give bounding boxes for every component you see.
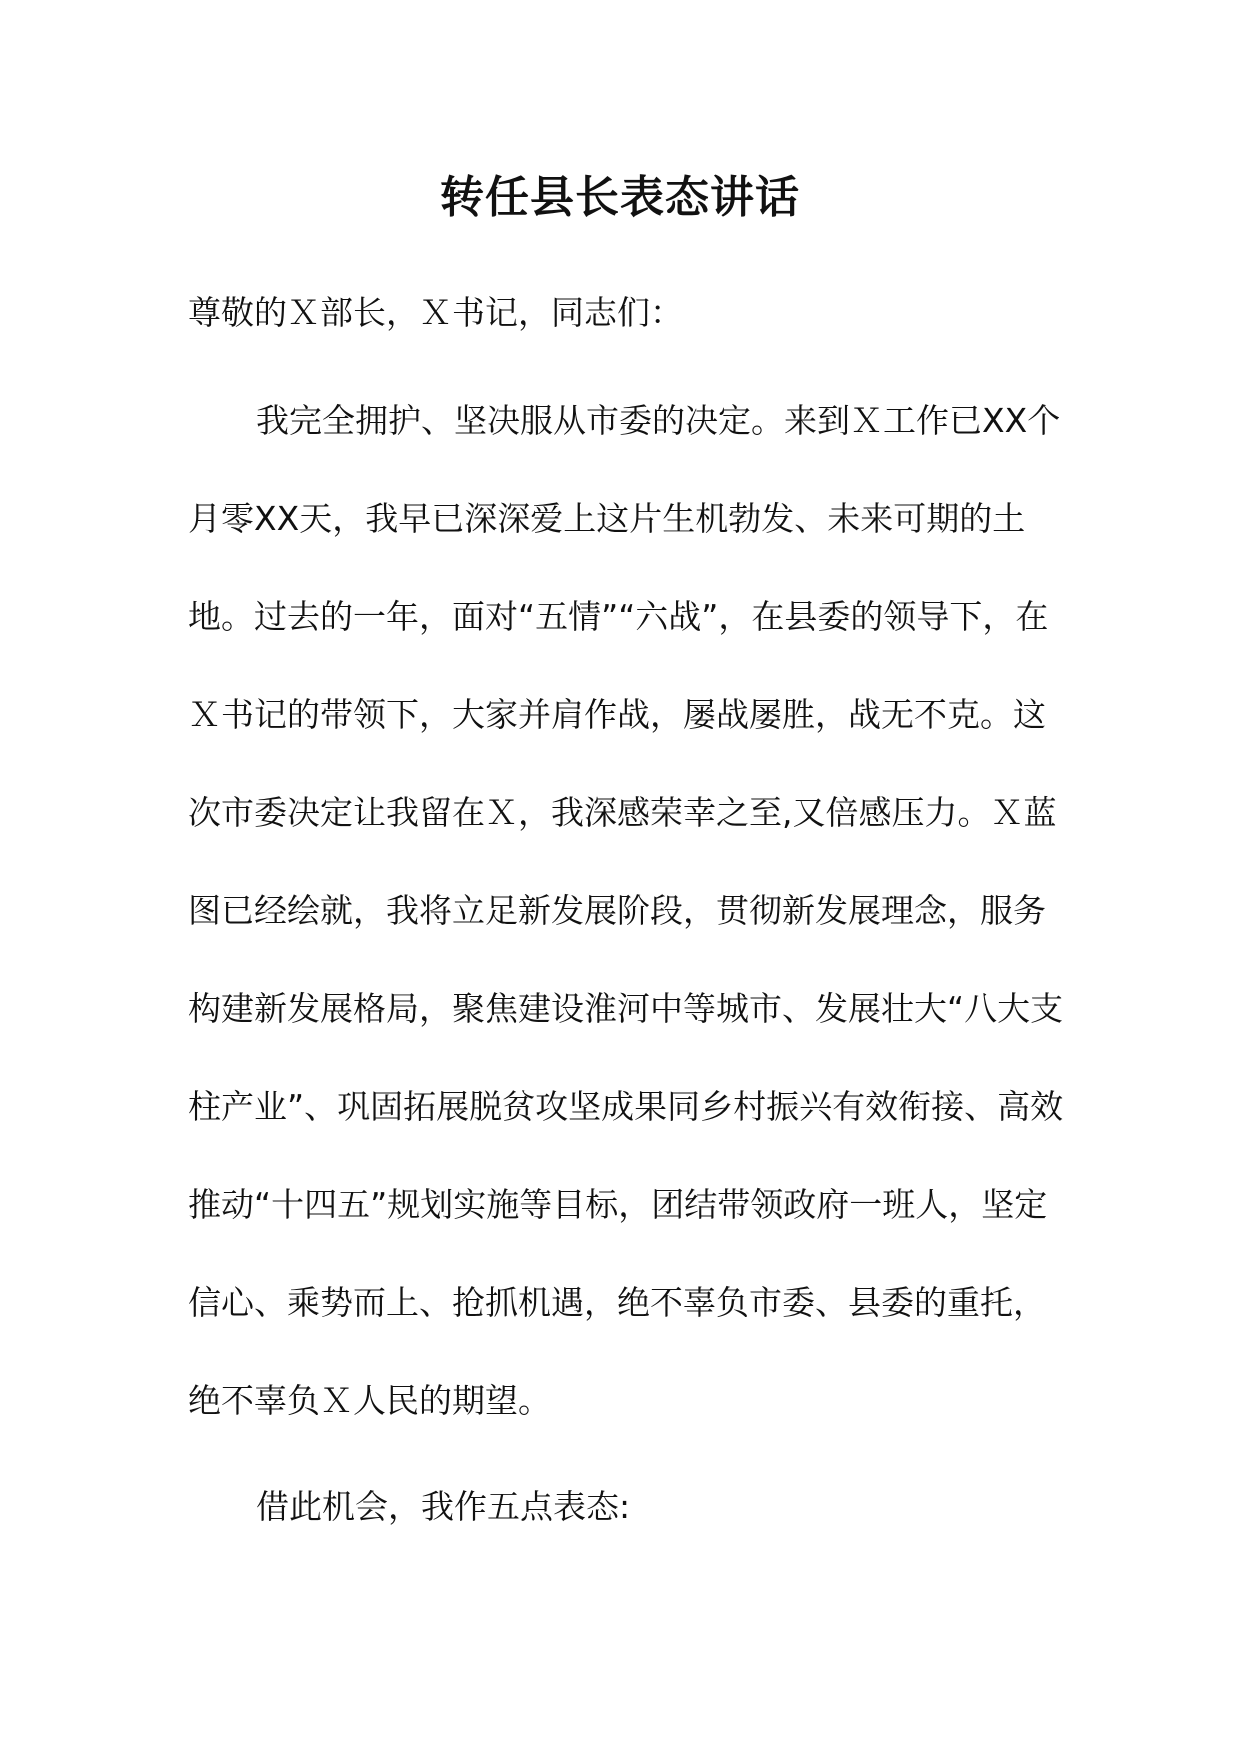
- paragraph: 我完全拥护、坚决服从市委的决定。来到Ｘ工作已XX个月零XX天，我早已深深爱上这片生机勃发、未来可期的土地。过去的一年，面对“五情”“六战”，在县委的领导下，在Ｘ书记的带领下，大家并肩作战，屡战屡胜，战无不克。这次市委决定让我留在Ｘ，我深感荣幸之至,又倍感压力。Ｘ蓝图已经绘就，我将立足新发展阶段，贯彻新发展理念，服务构建新发展格局，聚焦建设淮河中等城市、发展壮大“八大支柱产业”、巩固拓展脱贫攻坚成果同乡村振兴有效衔接、高效推动“十四五”规划实施等目标，团结带领政府一班人，坚定信心、乘势而上、抢抓机遇，绝不辜负市委、县委的重托，绝不辜负Ｘ人民的期望。: [188, 401, 1064, 1420]
- salutation: 尊敬的Ｘ部长，Ｘ书记，同志们：: [188, 293, 683, 332]
- document-title: 转任县长表态讲话: [440, 172, 800, 223]
- paragraph: 借此机会，我作五点表态:: [256, 1487, 631, 1526]
